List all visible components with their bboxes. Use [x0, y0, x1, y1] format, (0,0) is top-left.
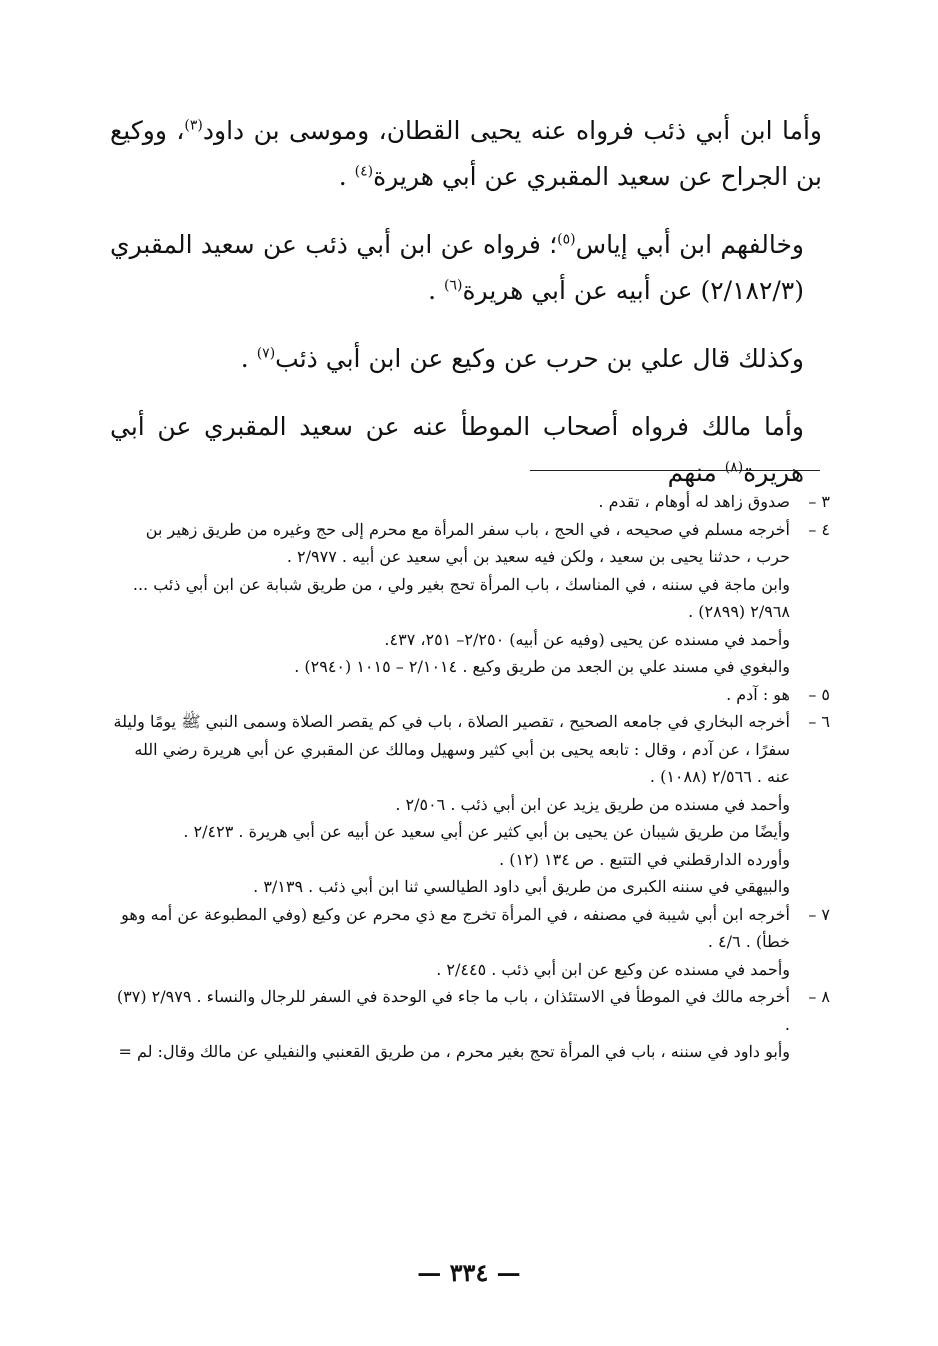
footnote-line: وأيضًا من طريق شيبان عن يحيى بن أبي كثير عن أبي سعيد عن أبيه عن أبي هريرة . ٢/٤٢٣ . — [183, 822, 790, 841]
footnote-ref-8[interactable]: (٨) — [724, 459, 744, 476]
main-paragraph-2: وخالفهم ابن أبي إياس$^{(٥)}$؛ فرواه عن ابن أبي ذئب عن سعيد المقبري (٢/١٨٢/٣) عن أبيه عن أبي هريرة$^{(٦)}$ . — [110, 230, 804, 305]
footnote-ref-4[interactable]: (٤) — [354, 163, 374, 180]
footnote-line: وأحمد في مسنده من طريق يزيد عن ابن أبي ذئب . ٢/٥٠٦ . — [395, 794, 790, 814]
footnote-line: صدوق زاهد له أوهام ، تقدم . — [598, 492, 790, 511]
page-number: — ٣٣٤ — — [417, 1258, 521, 1287]
footnote-line: هو : آدم . — [726, 684, 790, 704]
footnote-number: ٦ – — [808, 712, 830, 731]
footnote-number: ٣ – — [808, 492, 830, 511]
footnote-number: ٤ – — [808, 519, 830, 539]
footnote-5 — [110, 681, 830, 709]
footnotes — [110, 488, 830, 1066]
footnote-8 — [110, 983, 830, 1066]
footnote-line: وأورده الدارقطني في التتبع . ص ١٣٤ (١٢) . — [499, 849, 790, 869]
footnote-line: والبيهقي في سننه الكبرى من طريق أبي داود الطيالسي ثنا ابن أبي ذئب . ٣/١٣٩ . — [253, 877, 790, 896]
footnote-ref-7[interactable]: (٧) — [256, 345, 276, 362]
footnote-number: ٥ – — [808, 684, 830, 704]
footnote-line: وابن ماجة في سننه ، في المناسك ، باب المرأة تحج بغير ولي ، من طريق شبابة عن ابن أبي ذئب ... ٢/٩٦٨ (٢٨٩٩) . — [132, 574, 790, 621]
footnote-3 — [110, 488, 830, 516]
footnote-line: وأحمد في مسنده عن يحيى (وفيه عن أبيه) ٢/٢٥٠– ٢٥١، ٤٣٧. — [384, 629, 790, 649]
footnote-number: ٧ – — [808, 904, 830, 924]
footnote-line: أخرجه مسلم في صحيحه ، في الحج ، باب سفر المرأة مع محرم إلى حج وغيره من طريق زهير بن حرب ، حدثنا يحيى بن سعيد ، ولكن فيه سعيد بن أبي سعيد عن أبيه . ٢/٩٧٧ . — [145, 519, 790, 566]
main-paragraph-4: وأما مالك فرواه أصحاب الموطأ عنه عن سعيد المقبري عن أبي هريرة$^{(٨)}$ منهم — [110, 412, 804, 487]
footnote-6 — [110, 708, 830, 901]
footnote-line: أخرجه البخاري في جامعه الصحيح ، تقصير الصلاة ، باب في كم يقصر الصلاة وسمى النبي ﷺ يومًا وليلة سفرًا ، عن آدم ، وقال : تابعه يحيى بن أبي كثير وسهيل ومالك عن المقبري عن أبي هريرة رضي الله عنه . ٢/٥٦٦ (١٠٨٨) . — [113, 712, 790, 786]
footnote-ref-6[interactable]: (٦) — [443, 277, 463, 294]
footnote-line: والبغوي في مسند علي بن الجعد من طريق وكيع . ٢/١٠١٤ – ١٠١٥ (٢٩٤٠) . — [294, 657, 790, 676]
main-text — [110, 108, 822, 518]
footnote-number: ٨ – — [808, 987, 830, 1006]
footnote-line: وأبو داود في سننه ، باب في المرأة تحج بغير محرم ، من طريق القعنبي والنفيلي عن مالك وقال: لم = — [118, 1042, 790, 1061]
footnote-4 — [110, 516, 830, 681]
main-paragraph-3: وكذلك قال علي بن حرب عن وكيع عن ابن أبي ذئب$^{(٧)}$ . — [240, 344, 804, 373]
footnote-ref-5[interactable]: (٥) — [557, 231, 576, 248]
footnote-separator — [530, 470, 820, 471]
main-paragraph-1: وأما ابن أبي ذئب فرواه عنه يحيى القطان، وموسى بن داود$^{(٣)}$، ووكيع بن الجراح عن سعيد المقبري عن أبي هريرة$^{(٤)}$ . — [110, 116, 822, 191]
footnote-line: أخرجه مالك في الموطأ في الاستئذان ، باب ما جاء في الوحدة في السفر للرجال والنساء . ٢/٩٧٩ (٣٧) . — [116, 987, 790, 1034]
footnote-ref-3[interactable]: (٣) — [184, 117, 203, 134]
footnote-line: أخرجه ابن أبي شيبة في مصنفه ، في المرأة تخرج مع ذي محرم عن وكيع (وفي المطبوعة عن أمه وهو خطأ) . ٤/٦ . — [121, 904, 790, 951]
footnote-line: وأحمد في مسنده عن وكيع عن ابن أبي ذئب . ٢/٤٤٥ . — [436, 959, 790, 979]
footnote-7 — [110, 901, 830, 984]
